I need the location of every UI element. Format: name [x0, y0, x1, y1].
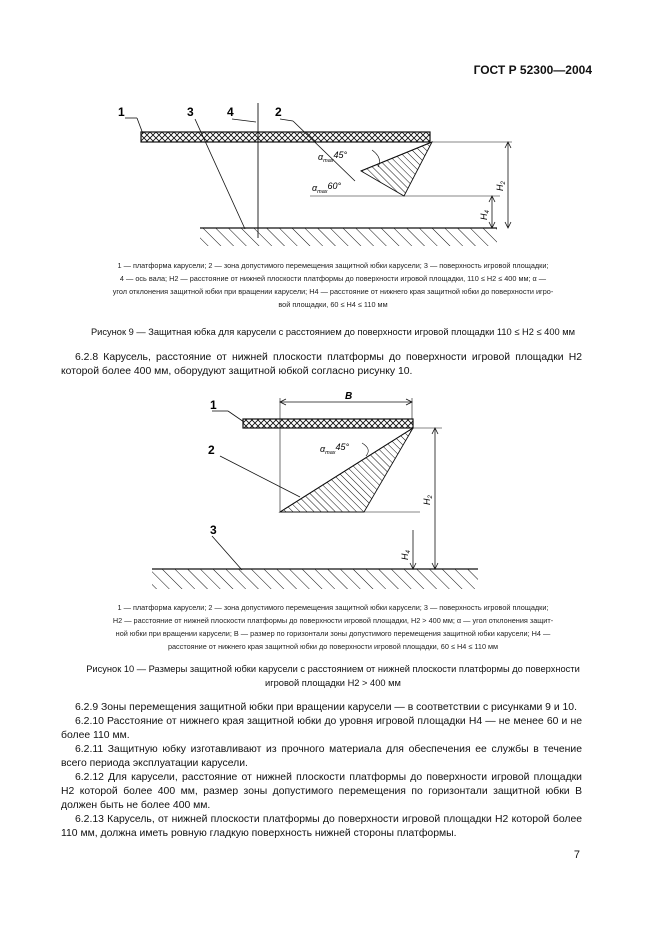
fig10-callout-2: 2 — [208, 443, 215, 457]
legend-line: 1 — платформа карусели; 2 — зона допустимого перемещения защитной юбки карусели; 3 — поверхность игровой площадки; — [117, 261, 549, 270]
platform — [141, 132, 430, 142]
fig9-h4-label: $H_4$ — [479, 210, 491, 220]
paragraph-6-2-12: 6.2.12 Для карусели, расстояние от нижней плоскости платформы до поверхности игровой площадки H2 которой более 400 мм, размер зоны допустимого перемещения по горизонтали защитной юбки B должен быть не более 400 мм. — [61, 772, 582, 811]
paragraph-6-2-13: 6.2.13 Карусель, от нижней плоскости платформы до поверхности игровой площадки H2 которой более 110 мм, должна иметь ровную гладкую поверхность нижней стороны платформы. — [61, 814, 582, 839]
standard-header: ГОСТ Р 52300—2004 — [473, 63, 592, 77]
legend-line: 4 — ось вала; H2 — расстояние от нижней плоскости платформы до поверхности игровой площадки, 110 ≤ H2 ≤ 400 мм; α — — [119, 274, 547, 283]
skirt-zone — [361, 142, 432, 196]
fig10-h4-label: $H_4$ — [400, 550, 412, 560]
figure-10-caption — [40, 662, 626, 690]
legend-line: вой площадки, 60 ≤ H4 ≤ 110 мм — [278, 300, 388, 309]
leader-2 — [280, 119, 293, 121]
fig10-callout-1: 1 — [210, 398, 217, 412]
fig10-b-label: B — [345, 391, 353, 402]
platform — [243, 419, 413, 428]
figure-9-drawing — [0, 95, 661, 255]
fig9-callout-1: 1 — [118, 105, 125, 119]
fig10-h2-label: $H_2$ — [422, 495, 434, 505]
legend-line: H2 — расстояние от нижней плоскости платформы до поверхности игровой площадки, H2 > 400 мм; α — угол отклонения защит- — [112, 616, 554, 625]
paragraph-6-2-11: 6.2.11 Защитную юбку изготавливают из прочного материала для обеспечения ее службы в течение всего периода эксплуатации карусели. — [61, 744, 582, 769]
leader-2 — [220, 456, 300, 497]
ground-hatch — [152, 569, 478, 589]
legend-line: угол отклонения защитной юбки при вращении карусели; H4 — расстояние от нижнего края защитной юбки до поверхности игро- — [112, 287, 554, 296]
fig10-angle-max: $\alpha_{max}45^\circ$ — [320, 442, 350, 456]
figure-10-legend — [48, 601, 618, 653]
fig10-callout-3: 3 — [210, 523, 217, 537]
legend-line: ной юбки при вращении карусели; B — размер по горизонтали зоны допустимого перемещения защитной юбки карусели; H4 — — [115, 629, 551, 638]
fig9-callout-2: 2 — [275, 105, 282, 119]
legend-line: расстояние от нижнего края защитной юбки до поверхности игровой площадки, 60 ≤ H4 ≤ 110 мм — [167, 642, 499, 651]
fig9-angle-max: $\alpha_{max}45^\circ$ — [318, 150, 348, 164]
fig9-h2-label: $H_2$ — [495, 181, 507, 191]
fig9-callout-3: 3 — [187, 105, 194, 119]
figure-10-drawing — [0, 388, 661, 598]
figure-9-caption: Рисунок 9 — Защитная юбка для карусели с расстоянием до поверхности игровой площадки 110 ≤ H2 ≤ 400 мм — [90, 327, 576, 337]
fig9-angle-min: $\alpha_{max}60^\circ$ — [312, 181, 342, 195]
caption-line: Рисунок 10 — Размеры защитной юбки карусели с расстоянием от нижней плоскости платформы до поверхности — [86, 664, 580, 674]
legend-line: 1 — платформа карусели; 2 — зона допустимого перемещения защитной юбки карусели; 3 — поверхность игровой площадки; — [117, 603, 549, 612]
caption-line: игровой площадки H2 > 400 мм — [265, 678, 401, 688]
leader-4 — [232, 119, 256, 122]
page-number: 7 — [573, 849, 580, 861]
ground-hatch — [200, 228, 497, 246]
figure-9-legend — [48, 259, 618, 311]
paragraph-6-2-10: 6.2.10 Расстояние от нижнего края защитной юбки до уровня игровой площадки H4 — не менее 60 и не более 110 мм. — [61, 716, 582, 741]
leader-3 — [212, 536, 242, 570]
fig9-callout-4: 4 — [227, 105, 234, 119]
paragraph-6-2-8: 6.2.8 Карусель, расстояние от нижней плоскости платформы до поверхности игровой площадки H2 которой более 400 мм, оборудуют защитной юбкой согласно рисунку 10. — [61, 352, 582, 377]
paragraph-6-2-9: 6.2.9 Зоны перемещения защитной юбки при вращении карусели — в соответствии с рисунками 9 и 10. — [75, 702, 577, 713]
